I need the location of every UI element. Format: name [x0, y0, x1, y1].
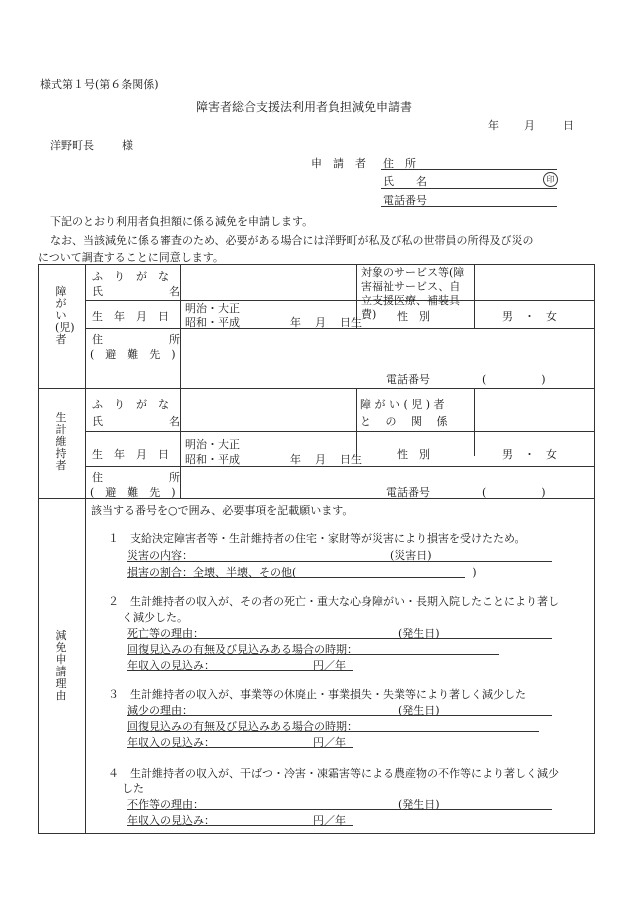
r4-reason-field[interactable]: [127, 809, 552, 810]
s1-dob-year: 年: [290, 316, 301, 329]
s2-address-label: 住 所: [92, 471, 180, 484]
form-number: 様式第１号(第６条関係): [40, 78, 159, 91]
s2-name-field[interactable]: [185, 396, 355, 426]
r2-reason-label: 死亡等の理由：: [127, 627, 204, 640]
section1-label: 障がい(児)者: [55, 285, 75, 346]
r2-income-unit: 円／年: [313, 659, 346, 672]
relation-label-2: と の 関 係: [360, 415, 448, 428]
s2-address-field[interactable]: [185, 470, 585, 484]
section2-label: 生計維持者: [55, 411, 67, 472]
date-month-label: 月: [524, 119, 535, 132]
r2-reason-field[interactable]: [127, 638, 552, 639]
s1-row-line-1: [85, 300, 595, 301]
form-title: 障害者総合支援法利用者負担減免申請書: [196, 100, 413, 114]
seal-mark: 印: [543, 172, 558, 187]
r2-date-label: (発生日): [398, 627, 440, 640]
s1-name-field[interactable]: [185, 270, 355, 298]
applicant-name-label: 氏 名: [383, 175, 427, 188]
s1-dob-month: 月: [315, 316, 326, 329]
r1-date-label: (災害日): [390, 549, 432, 562]
s1-col-divider-c: [474, 264, 475, 300]
addressee-town: 洋野町長: [50, 139, 94, 152]
applicant-address-field[interactable]: [381, 169, 557, 170]
s1-dob-label: 生 年 月 日: [92, 310, 169, 323]
s1-dob-day: 日生: [340, 316, 362, 329]
s1-name-label: 氏 名: [92, 285, 180, 298]
r3-income-unit: 円／年: [313, 736, 346, 749]
r4-date-label: (発生日): [398, 798, 440, 811]
s1-address-field[interactable]: [185, 332, 585, 346]
reason-2-title-b: く減少した。: [122, 611, 188, 624]
reason-4-title-a[interactable]: ４ 生計維持者の収入が、干ばつ・冷害・凍霜害等による農産物の不作等により著しく減少: [108, 767, 559, 780]
s2-col-divider-b: [356, 388, 357, 456]
s1-furigana-label: ふ り が な: [92, 270, 169, 283]
s2-row-line-1: [85, 431, 595, 432]
reason-3-title[interactable]: ３ 生計維持者の収入が、事業等の休廃止・事業損失・失業等により著しく減少した: [108, 688, 526, 701]
r3-income-label: 年収入の見込み：: [127, 736, 215, 749]
r4-income-label: 年収入の見込み：: [127, 814, 215, 827]
date-year-label: 年: [488, 119, 499, 132]
reason-4-title-b: した: [122, 782, 144, 795]
reason-1-title[interactable]: １ 支給決定障害者等・生計維持者の住宅・家財等が災害により損害を受けたため。: [108, 532, 526, 545]
s2-era-2: 昭和・平成: [185, 453, 240, 466]
s2-col-divider-c: [474, 388, 475, 456]
service-label: 対象のサービス等(障害福祉サービス、自立支援医療、補装具費): [361, 266, 465, 321]
s1-evac-label: ( 避 難 先 ): [90, 348, 176, 361]
applicant-name-field[interactable]: [381, 188, 557, 189]
r1-content-label: 災害の内容：: [127, 549, 193, 562]
r4-income-unit: 円／年: [313, 814, 346, 827]
relation-field[interactable]: [478, 396, 590, 426]
s2-dob-month: 月: [315, 453, 326, 466]
applicant-label: 申 請 者: [311, 157, 366, 170]
s1-phone-field[interactable]: ( ): [482, 373, 546, 386]
s2-era-1: 明治・大正: [185, 438, 240, 451]
s2-name-label: 氏 名: [92, 415, 180, 428]
s1-era-1: 明治・大正: [185, 302, 240, 315]
s1-col-divider-a: [180, 264, 181, 388]
intro-line-2: なお、当該減免に係る審査のため、必要がある場合には洋野町が私及び私の世帯員の所得及び災の: [50, 234, 534, 247]
intro-line-1: 下記のとおり利用者負担額に係る減免を申請します。: [50, 215, 314, 228]
s2-dob-year: 年: [290, 453, 301, 466]
intro-line-3: について調査することに同意します。: [38, 251, 224, 264]
r4-income-field[interactable]: [127, 825, 353, 826]
r2-income-field[interactable]: [127, 670, 353, 671]
r2-income-label: 年収入の見込み：: [127, 659, 215, 672]
applicant-phone-label: 電話番号: [383, 194, 427, 207]
addressee-honorific: 様: [122, 139, 133, 152]
s1-col-divider-b: [356, 264, 357, 300]
r3-date-label: (発生日): [398, 704, 440, 717]
s2-phone-field[interactable]: ( ): [482, 486, 546, 499]
r2-recovery-label: 回復見込みの有無及び見込みある場合の時期：: [127, 643, 358, 656]
r1-damage-label: 損害の割合：全壊、半壊、その他( ): [127, 566, 477, 579]
s2-dob-label: 生 年 月 日: [92, 448, 169, 461]
r3-reason-label: 減少の理由：: [127, 704, 193, 717]
s2-evac-label: ( 避 難 先 ): [90, 486, 176, 499]
s1-sex-options[interactable]: 男 ・ 女: [502, 310, 557, 323]
r4-reason-label: 不作等の理由：: [127, 798, 204, 811]
s1-address-label: 住 所: [92, 333, 180, 346]
reason-2-title-a[interactable]: ２ 生計維持者の収入が、その者の死亡・重大な心身障がい・長期入院したことにより著し: [108, 595, 559, 608]
r1-content-field[interactable]: [127, 561, 552, 562]
s2-dob-day: 日生: [340, 453, 362, 466]
section-divider-1: [38, 388, 595, 389]
applicant-phone-field[interactable]: [381, 206, 557, 207]
r3-recovery-label: 回復見込みの有無及び見込みある場合の時期：: [127, 720, 358, 733]
date-day-label: 日: [563, 119, 574, 132]
s2-furigana-label: ふ り が な: [92, 398, 169, 411]
label-column-divider: [85, 264, 86, 834]
reasons-instruction: 該当する番号を○で囲み、必要事項を記載願います。: [91, 504, 354, 517]
s1-era-2: 昭和・平成: [185, 316, 240, 329]
s1-phone-label: 電話番号: [386, 373, 430, 386]
r2-recovery-field[interactable]: [127, 654, 499, 655]
section3-label: 減免申請理由: [55, 629, 67, 702]
relation-label-1: 障 が い ( 児 ) 者: [360, 398, 445, 411]
r3-reason-field[interactable]: [127, 715, 552, 716]
service-field[interactable]: [478, 270, 590, 298]
s2-sex-options[interactable]: 男 ・ 女: [502, 448, 557, 461]
s2-col-divider-a: [180, 388, 181, 498]
s1-row2-divider-b: [474, 300, 475, 328]
r1-damage-field[interactable]: [127, 577, 465, 578]
s1-sex-label: 性 別: [397, 310, 430, 323]
applicant-address-label: 住 所: [383, 157, 416, 170]
r3-income-field[interactable]: [127, 747, 353, 748]
s2-phone-label: 電話番号: [386, 486, 430, 499]
r3-recovery-field[interactable]: [127, 731, 539, 732]
s2-sex-label: 性 別: [397, 448, 430, 461]
